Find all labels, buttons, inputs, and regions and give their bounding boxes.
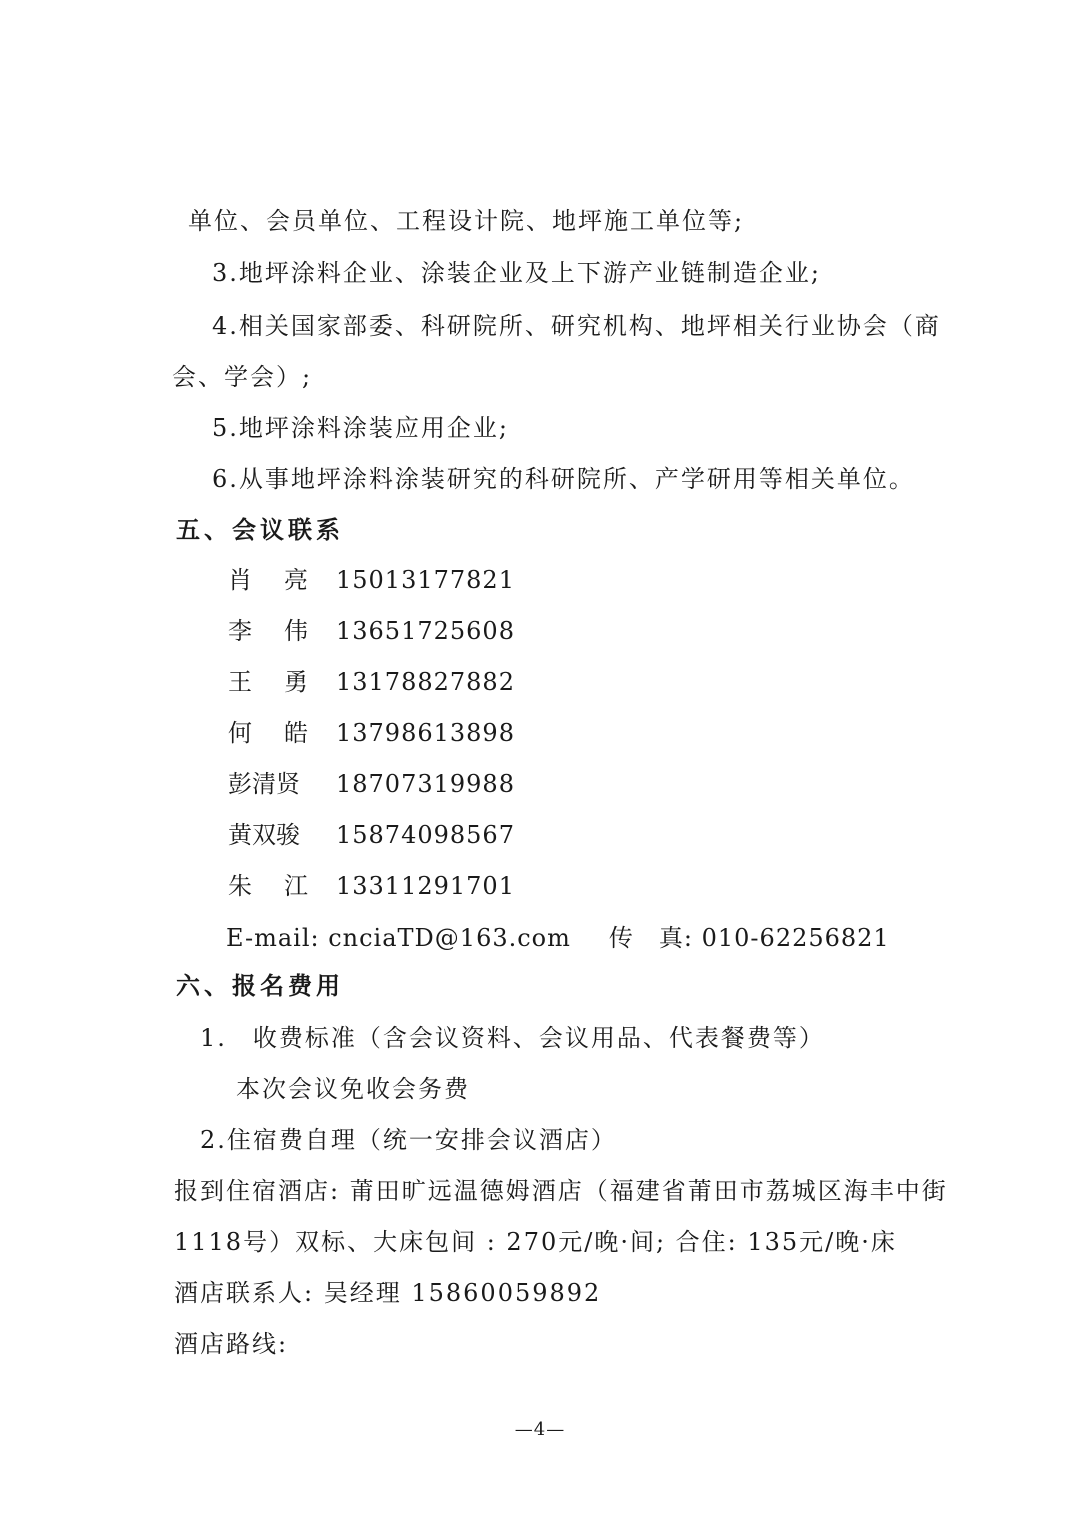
contact-row [228, 667, 515, 697]
contact-name: 李伟 [228, 617, 340, 645]
email-fax-line [226, 923, 890, 953]
contact-phone: 13798613898 [336, 719, 515, 747]
contact-row [228, 871, 515, 901]
email-address[interactable]: cnciaTD@163.com [328, 924, 571, 952]
fee-item-1-detail: 本次会议免收会务费 [236, 1075, 470, 1103]
paragraph-item-4-cont: 会、学会）; [172, 363, 313, 391]
paragraph-line-1: 单位、会员单位、工程设计院、地坪施工单位等; [188, 207, 745, 235]
contact-name: 黄双骏 [228, 821, 300, 849]
hotel-info-line-2: 1118号）双标、大床包间 : 270元/晚·间; 合住: 135元/晚·床 [174, 1228, 897, 1256]
section-heading-contact: 五、会议联系 [176, 515, 344, 544]
contact-name: 肖亮 [228, 566, 340, 594]
contact-phone: 18707319988 [336, 770, 515, 798]
contact-phone: 15874098567 [336, 821, 515, 849]
paragraph-item-4: 4.相关国家部委、科研院所、研究机构、地坪相关行业协会（商 [212, 312, 941, 340]
contact-name: 彭清贤 [228, 770, 300, 798]
fax-label: 传 真: [608, 924, 693, 952]
contact-phone: 13651725608 [336, 617, 515, 645]
contact-row [228, 820, 515, 850]
contact-phone: 13311291701 [336, 872, 515, 900]
contact-row [228, 616, 515, 646]
fax-number: 010-62256821 [701, 924, 890, 952]
section-heading-fees: 六、报名费用 [176, 971, 344, 1000]
hotel-info-line-1: 报到住宿酒店: 莆田旷远温德姆酒店（福建省莆田市荔城区海丰中街 [174, 1177, 948, 1205]
hotel-route-label: 酒店路线: [174, 1330, 289, 1358]
contact-name: 何皓 [228, 719, 340, 747]
fee-item-2: 2.住宿费自理（统一安排会议酒店） [200, 1126, 617, 1154]
paragraph-item-3: 3.地坪涂料企业、涂装企业及上下游产业链制造企业; [212, 259, 821, 287]
contact-name: 朱江 [228, 872, 340, 900]
contact-name: 王勇 [228, 668, 340, 696]
contact-row [228, 718, 515, 748]
contact-phone: 15013177821 [336, 566, 515, 594]
contact-row [228, 769, 515, 799]
contact-row [228, 565, 515, 595]
paragraph-item-5: 5.地坪涂料涂装应用企业; [212, 414, 509, 442]
contact-phone: 13178827882 [336, 668, 515, 696]
page-number: —4— [514, 1419, 566, 1440]
email-label: E-mail: [226, 924, 320, 952]
fee-item-1: 1. 收费标准（含会议资料、会议用品、代表餐费等） [200, 1024, 825, 1052]
paragraph-item-6: 6.从事地坪涂料涂装研究的科研院所、产学研用等相关单位。 [212, 465, 915, 493]
hotel-contact-line: 酒店联系人: 吴经理 15860059892 [174, 1279, 602, 1307]
